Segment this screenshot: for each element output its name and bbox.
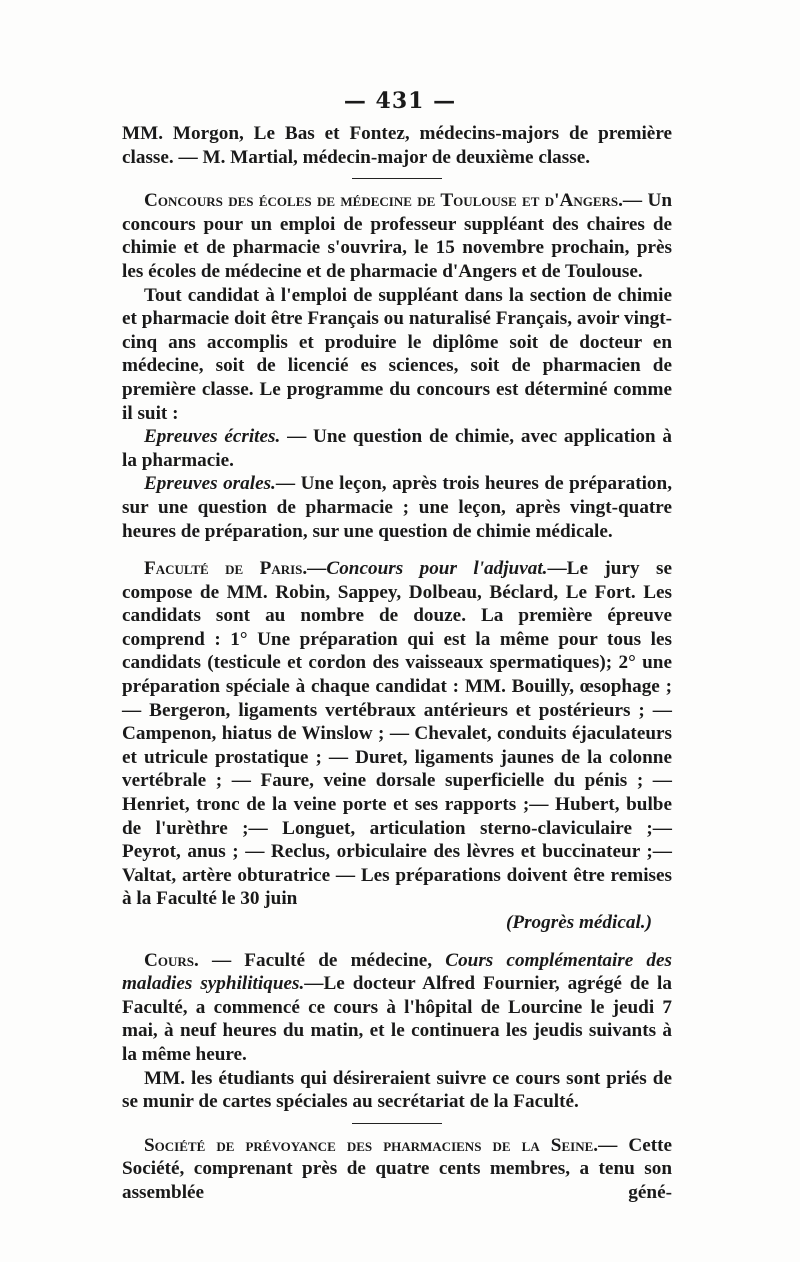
paragraph-appointments: MM. Morgon, Le Bas et Fontez, médecins-majors de première classe. — M. Martial, médecin-major de deuxième classe. (122, 123, 672, 168)
paragraph-text: — Faculté de médecine, (198, 949, 446, 971)
paragraph-text: —Le jury se compose de MM. Robin, Sappey, Dolbeau, Béclard, Le Fort. Les candidats sont au nombre de douze. La première épreuve comprend : 1° Une préparation qui est la même pour tous les candidats (testicule et cordon des vaisseaux spermatiques); 2° une préparation spéciale à chaque candidat : MM. Bouilly, œsophage ;— Bergeron, ligaments vertébraux antérieurs et postérieurs ; — Campenon, hiatus de Winslow ; — Chevalet, conduits éjaculateurs et utricule prostatique ; — Duret, ligaments jaunes de la colonne vertébrale ; — Faure, veine dorsale superficielle du pénis ; — Henriet, tronc de la veine porte et ses rapports ;— Hubert, bulbe de l'urèthre ;— Longuet, articulation sterno-claviculaire ;— Peyrot, anus ; — Reclus, orbiculaire des lèvres et buccinateur ;— Valtat, artère obturatrice — Les préparations doivent être remises à la Faculté le 30 juin (122, 558, 672, 910)
paragraph-epreuves-ecrites (122, 425, 672, 472)
paragraph-text: — Une leçon, après trois heures de préparation, sur une question de pharmacie ; une leçon, après vingt-quatre heures de préparation, sur une question de chimie médicale. (122, 473, 672, 542)
paragraph-concours-ecoles (122, 189, 672, 283)
epreuves-label: Epreuves écrites. (144, 426, 281, 448)
paragraph-text: — Cette Société, comprenant près de quatre cents membres, a tenu son assemblée géné- (122, 1134, 673, 1203)
paragraph-text: — Une question de chimie, avec application à la pharmacie. (122, 426, 672, 471)
paragraph-faculte-paris (122, 557, 672, 911)
paragraph-societe (122, 1134, 672, 1205)
section-heading: Cours. (144, 949, 199, 971)
section-divider (352, 1123, 442, 1124)
section-title: —Concours pour l'adjuvat. (307, 558, 548, 580)
section-heading: Faculté de Paris. (144, 558, 308, 580)
section-heading: Concours des écoles de médecine de Toulouse et d'Angers. (144, 190, 623, 212)
section-divider (352, 178, 442, 179)
paragraph-cours (122, 949, 672, 1067)
section-heading: Société de prévoyance des pharmaciens de la Seine. (144, 1134, 599, 1156)
paragraph-text: —Le docteur Alfred Fournier, agrégé de la Faculté, a commencé ce cours à l'hôpital de Lourcine le jeudi 7 mai, à neuf heures du matin, et le continuera les jeudis suivants à la même heure. (122, 973, 672, 1065)
section-title: Cours complémentaire des maladies syphilitiques. (122, 949, 673, 995)
page-number: — 431 — (343, 88, 457, 114)
paragraph-epreuves-orales (122, 472, 672, 543)
epreuves-label: Epreuves orales. (144, 473, 276, 495)
paragraph-candidat: Tout candidat à l'emploi de suppléant dans la section de chimie et pharmacie doit être Français ou naturalisé Français, avoir vingt-cinq ans accomplis et produire le diplôme soit de docteur en médecine, soit de licencié es sciences, soit de pharmacien de première classe. Le programme du concours est déterminé comme il suit : (122, 284, 672, 424)
source-citation: (Progrès médical.) (505, 912, 652, 933)
page-body (122, 122, 672, 1205)
paragraph-etudiants: MM. les étudiants qui désireraient suivre ce cours sont priés de se munir de cartes spéciales au secrétariat de la Faculté. (122, 1067, 672, 1113)
section-gap (122, 935, 672, 949)
paragraph-text: — Un concours pour un emploi de professeur suppléant des chaires de chimie et de pharmacie s'ouvrira, le 15 novembre prochain, près les écoles de médecine et de pharmacie d'Angers et de Toulouse. (122, 190, 672, 282)
section-gap (122, 543, 672, 557)
